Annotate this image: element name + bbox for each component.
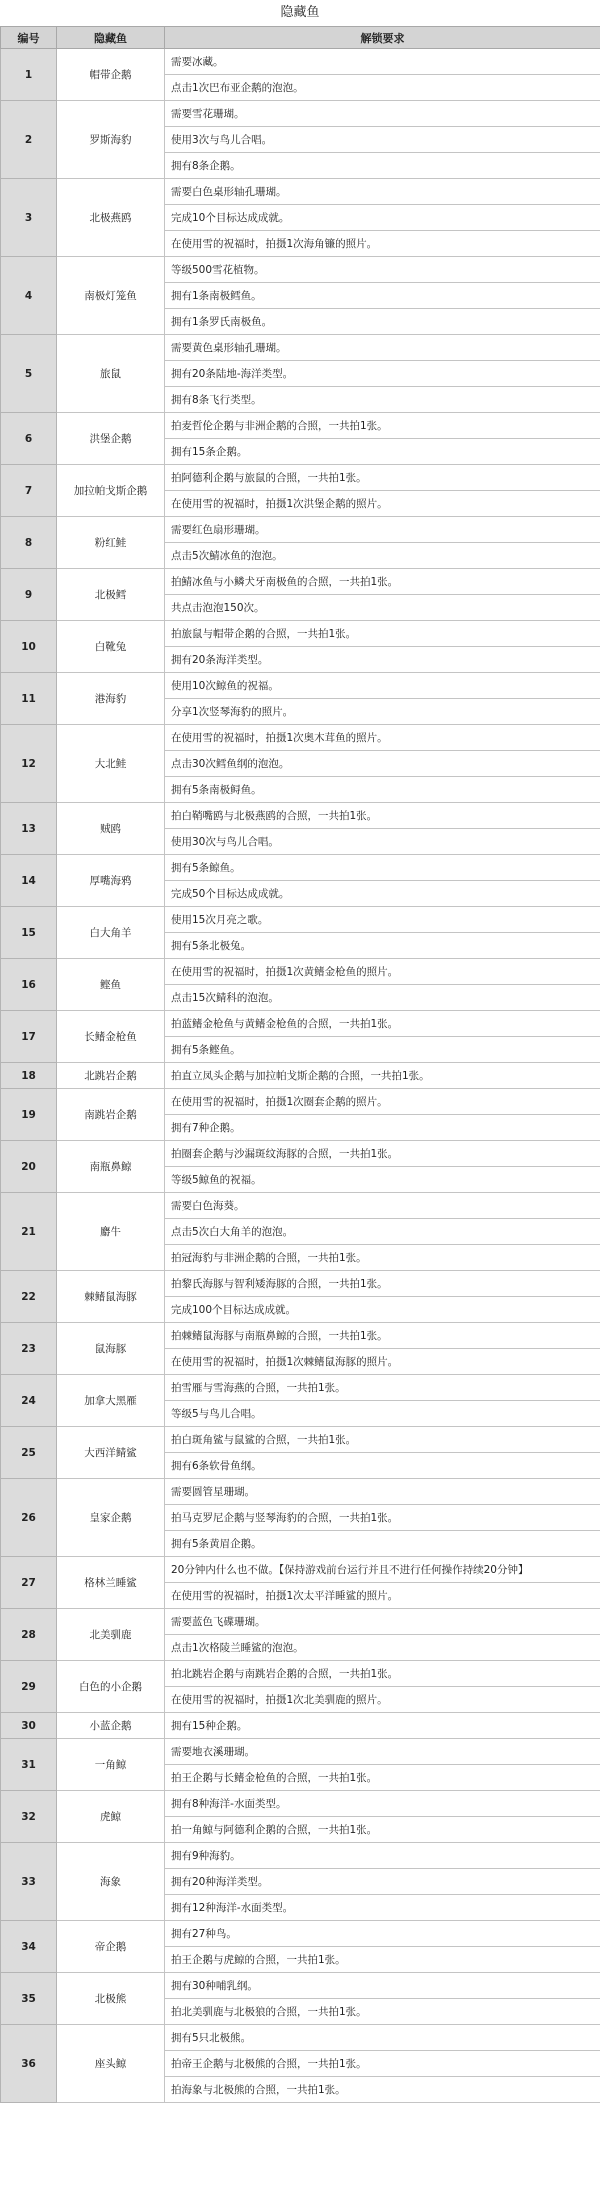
fish-name: 港海豹: [57, 673, 165, 725]
table-row: [1, 101, 600, 127]
fish-name: 加拿大黑雁: [57, 1375, 165, 1427]
fish-name: 南跳岩企鹅: [57, 1089, 165, 1141]
row-number: 30: [1, 1713, 57, 1739]
table-row: [1, 1713, 600, 1739]
table-row: [1, 1063, 600, 1089]
fish-name: 皇家企鹅: [57, 1479, 165, 1557]
table-row: [1, 1973, 600, 1999]
row-number: 20: [1, 1141, 57, 1193]
table-row: [1, 1375, 600, 1401]
unlock-requirement: 在使用雪的祝福时，拍摄1次洪堡企鹅的照片。: [165, 491, 600, 517]
unlock-requirement: 点击5次鯖冰鱼的泡泡。: [165, 543, 600, 569]
unlock-requirement: 共点击泡泡150次。: [165, 595, 600, 621]
unlock-requirement: 拥有6条软骨鱼纲。: [165, 1453, 600, 1479]
table-row: [1, 1609, 600, 1635]
fish-name: 帝企鹅: [57, 1921, 165, 1973]
table-row: [1, 1921, 600, 1947]
fish-name: 南瓶鼻鲸: [57, 1141, 165, 1193]
unlock-requirement: 拥有20条陆地-海洋类型。: [165, 361, 600, 387]
unlock-requirement: 拥有20种海洋类型。: [165, 1869, 600, 1895]
unlock-requirement: 需要红色扇形珊瑚。: [165, 517, 600, 543]
row-number: 29: [1, 1661, 57, 1713]
fish-name: 大西洋鲭鲨: [57, 1427, 165, 1479]
table-row: [1, 1557, 600, 1583]
unlock-requirement: 拥有1条罗氏南极鱼。: [165, 309, 600, 335]
unlock-requirement: 点击1次巴布亚企鹅的泡泡。: [165, 75, 600, 101]
fish-name: 小蓝企鹅: [57, 1713, 165, 1739]
table-container: [0, 26, 600, 2103]
unlock-requirement: 在使用雪的祝福时，拍摄1次棘鳍鼠海豚的照片。: [165, 1349, 600, 1375]
row-number: 35: [1, 1973, 57, 2025]
unlock-requirement: 需要黄色桌形轴孔珊瑚。: [165, 335, 600, 361]
unlock-requirement: 拥有5条黄眉企鹅。: [165, 1531, 600, 1557]
unlock-requirement: 等级500雪花植物。: [165, 257, 600, 283]
unlock-requirement: 20分钟内什么也不做。【保持游戏前台运行并且不进行任何操作持续20分钟】: [165, 1557, 600, 1583]
table-row: [1, 725, 600, 751]
row-number: 9: [1, 569, 57, 621]
row-number: 27: [1, 1557, 57, 1609]
unlock-requirement: 拥有5条鲸鱼。: [165, 855, 600, 881]
unlock-requirement: 拍北美驯鹿与北极狼的合照，一共拍1张。: [165, 1999, 600, 2025]
unlock-requirement: 点击30次鳕鱼纲的泡泡。: [165, 751, 600, 777]
row-number: 23: [1, 1323, 57, 1375]
row-number: 36: [1, 2025, 57, 2103]
fish-name: 南极灯笼鱼: [57, 257, 165, 335]
unlock-requirement: 拍旅鼠与帽带企鹅的合照，一共拍1张。: [165, 621, 600, 647]
unlock-requirement: 拍麦哲伦企鹅与非洲企鹅的合照，一共拍1张。: [165, 413, 600, 439]
row-number: 21: [1, 1193, 57, 1271]
table-row: [1, 1089, 600, 1115]
unlock-requirement: 完成10个目标达成成就。: [165, 205, 600, 231]
unlock-requirement: 拍棘鳍鼠海豚与南瓶鼻鲸的合照，一共拍1张。: [165, 1323, 600, 1349]
unlock-requirement: 需要白色海葵。: [165, 1193, 600, 1219]
fish-name: 白靴兔: [57, 621, 165, 673]
fish-name: 加拉帕戈斯企鹅: [57, 465, 165, 517]
table-header-row: [1, 27, 600, 49]
unlock-requirement: 拍北跳岩企鹅与南跳岩企鹅的合照，一共拍1张。: [165, 1661, 600, 1687]
unlock-requirement: 拍王企鹅与虎鲸的合照，一共拍1张。: [165, 1947, 600, 1973]
unlock-requirement: 等级5鲸鱼的祝福。: [165, 1167, 600, 1193]
table-row: [1, 1323, 600, 1349]
unlock-requirement: 拥有5条南极鲟鱼。: [165, 777, 600, 803]
fish-name: 北美驯鹿: [57, 1609, 165, 1661]
table-row: [1, 335, 600, 361]
fish-name: 厚嘴海鸦: [57, 855, 165, 907]
fish-name: 北极鳕: [57, 569, 165, 621]
unlock-requirement: 使用10次鲸鱼的祝福。: [165, 673, 600, 699]
unlock-requirement: 需要雪花珊瑚。: [165, 101, 600, 127]
unlock-requirement: 需要地衣溪珊瑚。: [165, 1739, 600, 1765]
row-number: 1: [1, 49, 57, 101]
unlock-requirement: 拍雪雁与雪海燕的合照，一共拍1张。: [165, 1375, 600, 1401]
unlock-requirement: 在使用雪的祝福时，拍摄1次黄鳍金枪鱼的照片。: [165, 959, 600, 985]
unlock-requirement: 拥有15种企鹅。: [165, 1713, 600, 1739]
fish-name: 棘鳍鼠海豚: [57, 1271, 165, 1323]
fish-name: 鲣鱼: [57, 959, 165, 1011]
unlock-requirement: 拍帝王企鹅与北极熊的合照，一共拍1张。: [165, 2051, 600, 2077]
fish-name: 大北鲑: [57, 725, 165, 803]
row-number: 32: [1, 1791, 57, 1843]
unlock-requirement: 分享1次竖琴海豹的照片。: [165, 699, 600, 725]
unlock-requirement: 使用30次与鸟儿合唱。: [165, 829, 600, 855]
fish-name: 长鳍金枪鱼: [57, 1011, 165, 1063]
unlock-requirement: 点击1次格陵兰睡鲨的泡泡。: [165, 1635, 600, 1661]
unlock-requirement: 拥有8条飞行类型。: [165, 387, 600, 413]
table-row: [1, 465, 600, 491]
fish-name: 洪堡企鹅: [57, 413, 165, 465]
unlock-requirement: 拥有8条企鹅。: [165, 153, 600, 179]
row-number: 4: [1, 257, 57, 335]
fish-name: 帽带企鹅: [57, 49, 165, 101]
row-number: 3: [1, 179, 57, 257]
row-number: 17: [1, 1011, 57, 1063]
unlock-requirement: 拍王企鹅与长鳍金枪鱼的合照，一共拍1张。: [165, 1765, 600, 1791]
fish-name: 虎鲸: [57, 1791, 165, 1843]
unlock-requirement: 拥有15条企鹅。: [165, 439, 600, 465]
unlock-requirement: 使用3次与鸟儿合唱。: [165, 127, 600, 153]
unlock-requirement: 拥有5只北极熊。: [165, 2025, 600, 2051]
fish-name: 白大角羊: [57, 907, 165, 959]
row-number: 31: [1, 1739, 57, 1791]
header-unlock-requirements: 解锁要求: [165, 27, 600, 49]
table-row: [1, 257, 600, 283]
unlock-requirement: 拥有9种海豹。: [165, 1843, 600, 1869]
unlock-requirement: 拍马克罗尼企鹅与竖琴海豹的合照，一共拍1张。: [165, 1505, 600, 1531]
fish-name: 粉红鲑: [57, 517, 165, 569]
table-row: [1, 907, 600, 933]
row-number: 6: [1, 413, 57, 465]
unlock-requirement: 点击5次白大角羊的泡泡。: [165, 1219, 600, 1245]
fish-name: 鼠海豚: [57, 1323, 165, 1375]
row-number: 24: [1, 1375, 57, 1427]
unlock-requirement: 拍冠海豹与非洲企鹅的合照，一共拍1张。: [165, 1245, 600, 1271]
table-row: [1, 2025, 600, 2051]
unlock-requirement: 拥有5条鲣鱼。: [165, 1037, 600, 1063]
unlock-requirement: 拍鯖冰鱼与小鳞犬牙南极鱼的合照，一共拍1张。: [165, 569, 600, 595]
unlock-requirement: 点击15次鲭科的泡泡。: [165, 985, 600, 1011]
table-row: [1, 621, 600, 647]
unlock-requirement: 拥有12种海洋-水面类型。: [165, 1895, 600, 1921]
table-row: [1, 179, 600, 205]
unlock-requirement: 拍海象与北极熊的合照，一共拍1张。: [165, 2077, 600, 2103]
fish-name: 白色的小企鹅: [57, 1661, 165, 1713]
row-number: 14: [1, 855, 57, 907]
unlock-requirement: 拍阿德利企鹅与旅鼠的合照，一共拍1张。: [165, 465, 600, 491]
unlock-requirement: 需要白色桌形轴孔珊瑚。: [165, 179, 600, 205]
unlock-requirement: 拥有30种哺乳纲。: [165, 1973, 600, 1999]
unlock-requirement: 拥有1条南极鳕鱼。: [165, 283, 600, 309]
unlock-requirement: 拥有27种鸟。: [165, 1921, 600, 1947]
table-row: [1, 803, 600, 829]
fish-name: 旅鼠: [57, 335, 165, 413]
table-row: [1, 517, 600, 543]
row-number: 10: [1, 621, 57, 673]
unlock-requirement: 在使用雪的祝福时，拍摄1次圈套企鹅的照片。: [165, 1089, 600, 1115]
table-row: [1, 569, 600, 595]
unlock-requirement: 在使用雪的祝福时，拍摄1次太平洋睡鲨的照片。: [165, 1583, 600, 1609]
unlock-requirement: 拥有20条海洋类型。: [165, 647, 600, 673]
row-number: 19: [1, 1089, 57, 1141]
table-row: [1, 673, 600, 699]
unlock-requirement: 需要圆管星珊瑚。: [165, 1479, 600, 1505]
table-row: [1, 1739, 600, 1765]
unlock-requirement: 等级5与鸟儿合唱。: [165, 1401, 600, 1427]
unlock-requirement: 拍圈套企鹅与沙漏斑纹海豚的合照，一共拍1张。: [165, 1141, 600, 1167]
fish-name: 北极燕鸥: [57, 179, 165, 257]
unlock-requirement: 使用15次月亮之歌。: [165, 907, 600, 933]
table-body: [1, 49, 600, 2103]
table-row: [1, 413, 600, 439]
row-number: 33: [1, 1843, 57, 1921]
table-row: [1, 855, 600, 881]
table-row: [1, 1427, 600, 1453]
table-row: [1, 1193, 600, 1219]
fish-name: 罗斯海豹: [57, 101, 165, 179]
row-number: 16: [1, 959, 57, 1011]
unlock-requirement: 完成100个目标达成成就。: [165, 1297, 600, 1323]
unlock-requirement: 拍一角鲸与阿德利企鹅的合照，一共拍1张。: [165, 1817, 600, 1843]
row-number: 22: [1, 1271, 57, 1323]
fish-name: 麝牛: [57, 1193, 165, 1271]
table-row: [1, 1011, 600, 1037]
row-number: 8: [1, 517, 57, 569]
fish-name: 贼鸥: [57, 803, 165, 855]
table-row: [1, 1141, 600, 1167]
unlock-requirement: 需要冰藏。: [165, 49, 600, 75]
unlock-requirement: 拍白斑角鲨与鼠鲨的合照，一共拍1张。: [165, 1427, 600, 1453]
unlock-requirement: 拍直立凤头企鹅与加拉帕戈斯企鹅的合照，一共拍1张。: [165, 1063, 600, 1089]
fish-name: 一角鲸: [57, 1739, 165, 1791]
row-number: 12: [1, 725, 57, 803]
unlock-requirement: 拍蓝鳍金枪鱼与黄鳍金枪鱼的合照，一共拍1张。: [165, 1011, 600, 1037]
row-number: 28: [1, 1609, 57, 1661]
table-row: [1, 49, 600, 75]
fish-name: 海象: [57, 1843, 165, 1921]
unlock-requirement: 完成50个目标达成成就。: [165, 881, 600, 907]
table-row: [1, 1843, 600, 1869]
unlock-requirement: 拥有5条北极兔。: [165, 933, 600, 959]
unlock-requirement: 需要蓝色飞碟珊瑚。: [165, 1609, 600, 1635]
table-row: [1, 1271, 600, 1297]
unlock-requirement: 在使用雪的祝福时，拍摄1次奥木茸鱼的照片。: [165, 725, 600, 751]
row-number: 34: [1, 1921, 57, 1973]
fish-name: 北跳岩企鹅: [57, 1063, 165, 1089]
row-number: 18: [1, 1063, 57, 1089]
row-number: 5: [1, 335, 57, 413]
fish-name: 座头鲸: [57, 2025, 165, 2103]
unlock-requirement: 拥有8种海洋-水面类型。: [165, 1791, 600, 1817]
row-number: 13: [1, 803, 57, 855]
unlock-requirement: 拍白鞘嘴鸥与北极燕鸥的合照，一共拍1张。: [165, 803, 600, 829]
table-row: [1, 1791, 600, 1817]
row-number: 25: [1, 1427, 57, 1479]
unlock-table: [0, 26, 600, 2103]
page-title: 隐藏鱼: [280, 5, 320, 20]
fish-name: 格林兰睡鲨: [57, 1557, 165, 1609]
table-row: [1, 1661, 600, 1687]
table-row: [1, 1479, 600, 1505]
unlock-requirement: 拥有7种企鹅。: [165, 1115, 600, 1141]
unlock-requirement: 在使用雪的祝福时，拍摄1次海角镰的照片。: [165, 231, 600, 257]
row-number: 26: [1, 1479, 57, 1557]
row-number: 15: [1, 907, 57, 959]
header-hidden-fish: 隐藏鱼: [57, 27, 165, 49]
row-number: 11: [1, 673, 57, 725]
unlock-requirement: 在使用雪的祝福时，拍摄1次北美驯鹿的照片。: [165, 1687, 600, 1713]
row-number: 2: [1, 101, 57, 179]
header-number: 编号: [1, 27, 57, 49]
row-number: 7: [1, 465, 57, 517]
fish-name: 北极熊: [57, 1973, 165, 2025]
unlock-requirement: 拍黎氏海豚与智利矮海豚的合照，一共拍1张。: [165, 1271, 600, 1297]
table-row: [1, 959, 600, 985]
